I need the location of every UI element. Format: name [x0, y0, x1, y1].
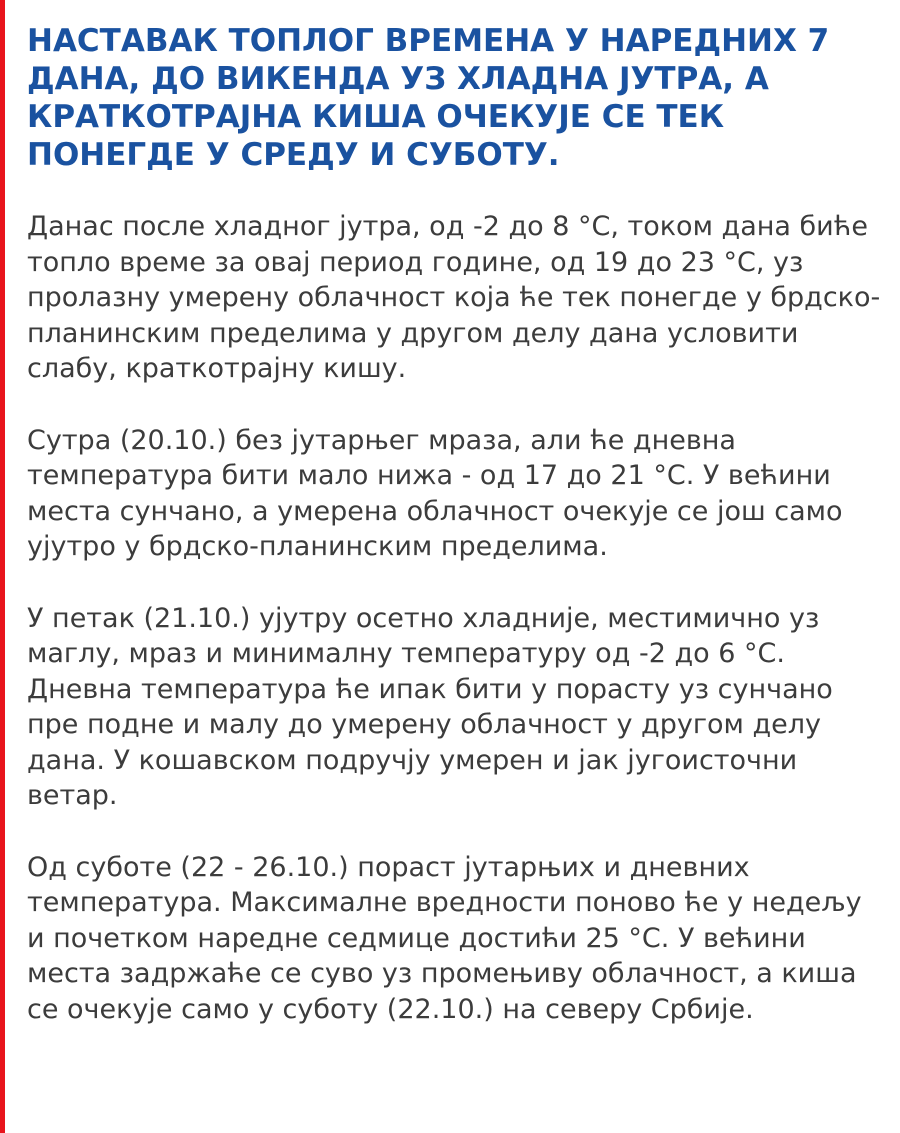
paragraph-tomorrow: Сутра (20.10.) без јутарњег мраза, али ће дневна температура бити мало нижа - од 17 до 21 °C. У већини места сунчано, а умерена облачност очекује се још само ујутро у брдско-планинским пределима. [27, 424, 843, 562]
paragraph-friday: У петак (21.10.) ујутру осетно хладније, местимично уз маглу, мраз и минималну температуру од -2 до 6 °C. Дневна температура ће ипак бити у порасту уз сунчано пре подне и малу до умерену облачност у другом делу дана. У кошавском подручју умерен и јак југоисточни ветар. [27, 602, 833, 811]
article-title: НАСТАВАК ТОПЛОГ ВРЕМЕНА У НАРЕДНИХ 7 ДАНА, ДО ВИКЕНДА УЗ ХЛАДНА ЈУТРА, А КРАТКОТРАЈНА КИША ОЧЕКУЈЕ СЕ ТЕК ПОНЕГДЕ У СРЕДУ И СУБОТУ. [27, 23, 830, 173]
paragraph-weekend: Од суботе (22 - 26.10.) пораст јутарњих и дневних температура. Максималне вредности поново ће у недељу и почетком наредне седмице достићи 25 °C. У већини места задржаће се суво уз промењиву облачност, а киша се очекује само у суботу (22.10.) на северу Србије. [27, 851, 862, 1025]
paragraph-today: Данас после хладног јутра, од -2 до 8 °C, током дана биће топло време за овај период године, од 19 до 23 °C, уз пролазну умерену облачност која ће тек понегде у брдско-планинским пределима у другом делу дана условити слабу, краткотрајну кишу. [27, 211, 881, 384]
